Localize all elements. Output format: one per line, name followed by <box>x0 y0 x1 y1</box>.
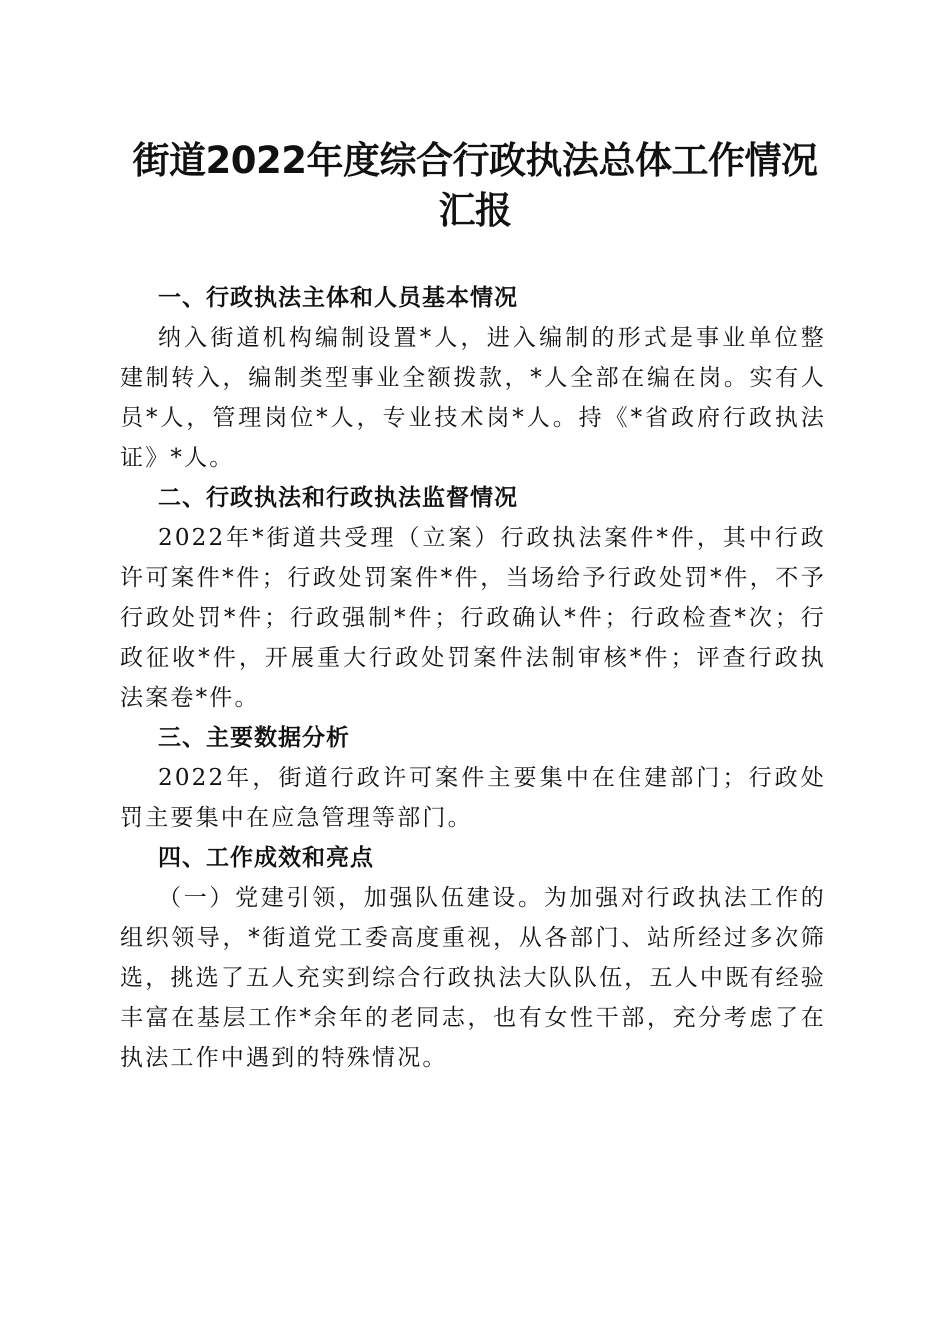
document-body <box>120 278 826 1078</box>
section-heading-4: 四、工作成效和亮点 <box>158 845 374 871</box>
section-paragraph-1: 纳入街道机构编制设置*人，进入编制的形式是事业单位整建制转入，编制类型事业全额拨款，*人全部在编在岗。实有人员*人，管理岗位*人，专业技术岗*人。持《*省政府行政执法证》*人。 <box>120 325 826 471</box>
document-title: 街道2022年度综合行政执法总体工作情况汇报 <box>132 139 818 232</box>
section-heading-3: 三、主要数据分析 <box>158 725 350 751</box>
section-heading-1: 一、行政执法主体和人员基本情况 <box>158 285 518 311</box>
section-paragraph-2: 2022年*街道共受理（立案）行政执法案件*件，其中行政许可案件*件；行政处罚案件*件，当场给予行政处罚*件，不予行政处罚*件；行政强制*件；行政确认*件；行政检查*次；行政征收*件，开展重大行政处罚案件法制审核*件；评查行政执法案卷*件。 <box>120 525 826 711</box>
subsection-lead: （一）党建引领，加强队伍建设。 <box>158 885 544 911</box>
subsection-text: 为加强对行政执法工作的组织领导，*街道党工委高度重视，从各部门、站所经过多次筛选，挑选了五人充实到综合行政执法大队队伍，五人中既有经验丰富在基层工作*余年的老同志，也有女性干部，充分考虑了在执法工作中遇到的特殊情况。 <box>120 885 827 1071</box>
section-paragraph-4 <box>120 878 826 1078</box>
section-paragraph-3: 2022年，街道行政许可案件主要集中在住建部门；行政处罚主要集中在应急管理等部门。 <box>120 765 826 831</box>
section-heading-2: 二、行政执法和行政执法监督情况 <box>158 485 518 511</box>
